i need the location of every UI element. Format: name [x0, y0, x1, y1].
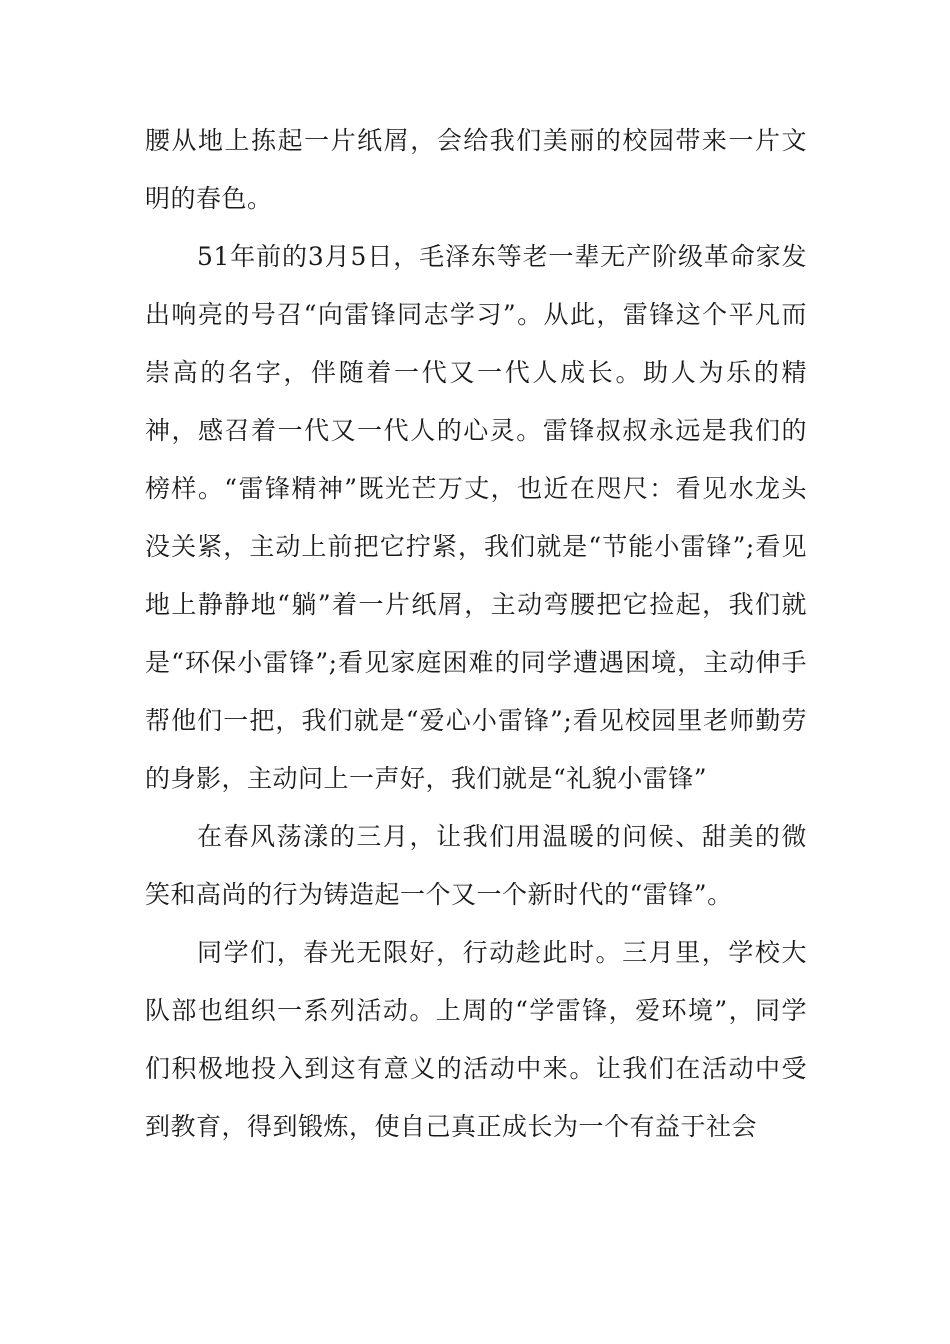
paragraph-1: 腰从地上拣起一片纸屑，会给我们美丽的校园带来一片文明的春色。: [145, 126, 807, 213]
paragraph-2: 51年前的3月5日，毛泽东等老一辈无产阶级革命家发出响亮的号召“向雷锋同志学习”。从此，雷锋这个平凡而崇高的名字，伴随着一代又一代人成长。助人为乐的精神，感召着一代又一代人的心灵。雷锋叔叔永远是我们的榜样。“雷锋精神”既光芒万丈，也近在咫尺：看见水龙头没关紧，主动上前把它拧紧，我们就是“节能小雷锋”;看见地上静静地“躺”着一片纸屑，主动弯腰把它捡起，我们就是“环保小雷锋”;看见家庭困难的同学遭遇困境，主动伸手帮他们一把，我们就是“爱心小雷锋”;看见校园里老师勤劳的身影，主动问上一声好，我们就是“礼貌小雷锋”: [145, 242, 807, 793]
document-body: [145, 112, 807, 1156]
paragraph-3: 在春风荡漾的三月，让我们用温暖的问候、甜美的微笑和高尚的行为铸造起一个又一个新时代的“雷锋”。: [145, 822, 807, 909]
paragraph-4: 同学们，春光无限好，行动趁此时。三月里，学校大队部也组织一系列活动。上周的“学雷锋，爱环境”，同学们积极地投入到这有意义的活动中来。让我们在活动中受到教育，得到锻炼，使自己真正成长为一个有益于社会: [145, 938, 807, 1141]
